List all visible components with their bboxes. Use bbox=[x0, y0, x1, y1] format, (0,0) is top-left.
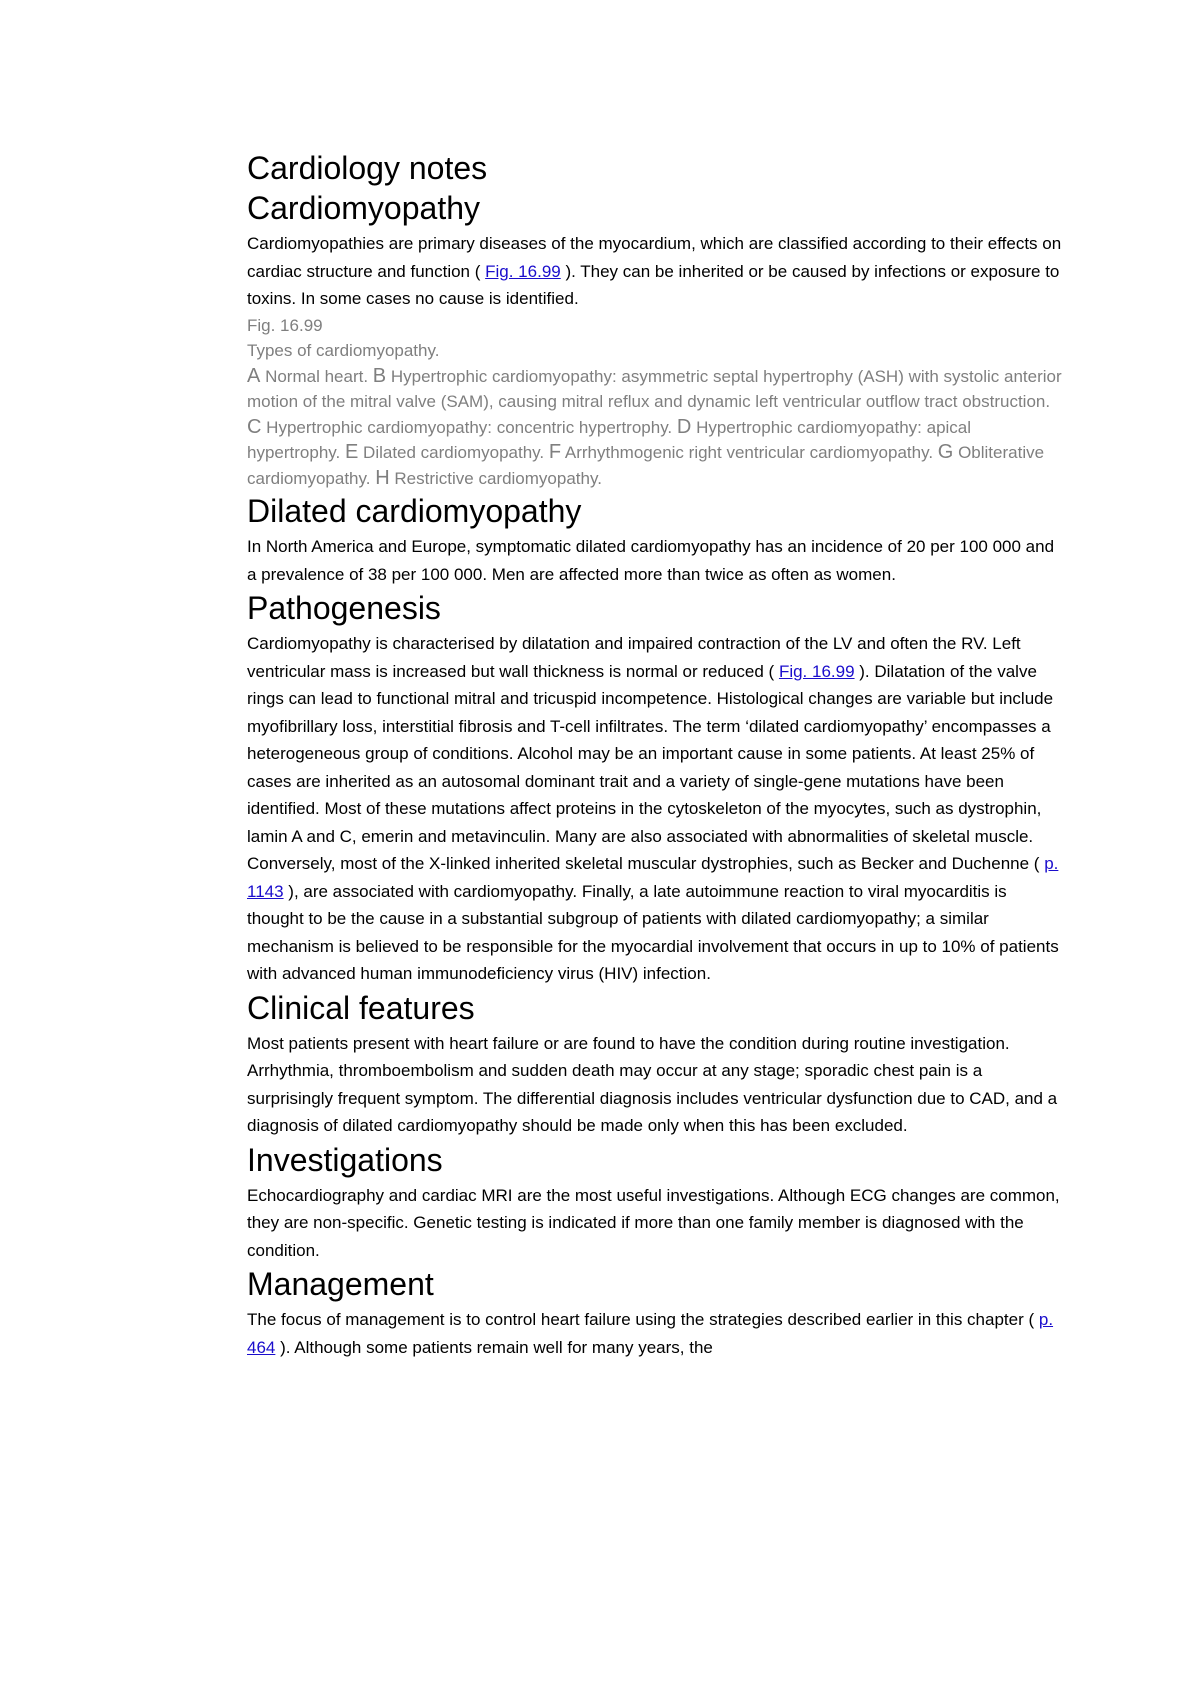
figure-title: Types of cardiomyopathy. bbox=[247, 341, 440, 360]
figure-caption bbox=[247, 313, 1067, 492]
text-run: The focus of management is to control heart failure using the strategies described earlier in this chapter ( bbox=[247, 1310, 1039, 1329]
paragraph-pathogenesis bbox=[247, 630, 1067, 988]
document-page bbox=[247, 148, 1067, 1361]
text-run: ). Dilatation of the valve rings can lead to functional mitral and tricuspid incompetence. Histological changes are variable but include myofibrillary loss, interstitial fibrosis and T-cell infiltrates. The term ‘dilated cardiomyopathy’ encompasses a heterogeneous group of conditions. Alcohol may be an important cause in some patients. At least 25% of cases are inherited as an autosomal dominant trait and a variety of single-gene mutations have been identified. Most of these mutations affect proteins in the cytoskeleton of the myocytes, such as dystrophin, lamin A and C, emerin and metavinculin. Many are also associated with abnormalities of skeletal muscle. Conversely, most of the X-linked inherited skeletal muscular dystrophies, such as Becker and Duchenne ( bbox=[247, 661, 1054, 873]
legend-letter: C bbox=[247, 415, 262, 438]
legend-letter: H bbox=[375, 466, 390, 489]
legend-letter: D bbox=[676, 415, 692, 438]
page-link[interactable]: p. 1143 bbox=[247, 854, 1059, 901]
heading-investigations: Investigations bbox=[247, 1141, 443, 1178]
legend-text: Hypertrophic cardiomyopathy: concentric hypertrophy. bbox=[261, 417, 677, 437]
legend-text: Hypertrophic cardiomyopathy: apical hypertrophy. bbox=[247, 417, 972, 462]
document-title: Cardiology notes bbox=[247, 150, 488, 186]
text-run: Cardiomyopathy is characterised by dilatation and impaired contraction of the LV and often the RV. Left ventricular mass is increased but wall thickness is normal or reduced ( bbox=[247, 634, 1021, 681]
paragraph-dilated-cardiomyopathy: In North America and Europe, symptomatic dilated cardiomyopathy has an incidence of 20 per 100 000 and a prevalence of 38 per 100 000. Men are affected more than twice as often as women. bbox=[247, 537, 1055, 584]
legend-text: Arrhythmogenic right ventricular cardiomyopathy. bbox=[561, 443, 938, 462]
heading-clinical-features: Clinical features bbox=[247, 989, 475, 1026]
figure-link[interactable]: Fig. 16.99 bbox=[485, 261, 561, 281]
figure-legend bbox=[247, 364, 1067, 492]
paragraph-investigations: Echocardiography and cardiac MRI are the most useful investigations. Although ECG changes are common, they are non-specific. Genetic testing is indicated if more than one family member is diagnosed with the condition. bbox=[247, 1185, 1060, 1260]
heading-dilated-cardiomyopathy: Dilated cardiomyopathy bbox=[247, 493, 582, 529]
paragraph-cardiomyopathy bbox=[247, 230, 1067, 313]
heading-management: Management bbox=[247, 1266, 434, 1302]
legend-text: Dilated cardiomyopathy. bbox=[358, 443, 549, 462]
text-run: ). They can be inherited or be caused by infections or exposure to toxins. In some cases no cause is identified. bbox=[247, 261, 1060, 308]
legend-letter: F bbox=[548, 441, 562, 463]
legend-letter: G bbox=[937, 441, 954, 463]
page-link[interactable]: p. 464 bbox=[247, 1310, 1054, 1357]
legend-letter: E bbox=[344, 441, 359, 463]
text-run: ). Although some patients remain well for many years, the bbox=[275, 1337, 713, 1357]
legend-letter: B bbox=[372, 364, 387, 387]
legend-text: Restrictive cardiomyopathy. bbox=[389, 468, 602, 488]
heading-cardiomyopathy: Cardiomyopathy bbox=[247, 190, 480, 226]
paragraph-management bbox=[247, 1306, 1067, 1361]
legend-text: Hypertrophic cardiomyopathy: asymmetric septal hypertrophy (ASH) with systolic anterior motion of the mitral valve (SAM), causing mitral reflux and dynamic left ventricular outflow tract obstruction. bbox=[247, 366, 1062, 411]
legend-letter: A bbox=[247, 364, 261, 387]
text-run: Cardiomyopathies are primary diseases of the myocardium, which are classified according to their effects on cardiac structure and function ( bbox=[247, 234, 1062, 281]
figure-link[interactable]: Fig. 16.99 bbox=[778, 661, 855, 681]
legend-text: Obliterative cardiomyopathy. bbox=[247, 443, 1045, 488]
figure-label: Fig. 16.99 bbox=[247, 315, 323, 335]
heading-pathogenesis: Pathogenesis bbox=[247, 590, 441, 626]
legend-text: Normal heart. bbox=[260, 366, 373, 386]
paragraph-clinical-features: Most patients present with heart failure or are found to have the condition during routine investigation. Arrhythmia, thromboembolism and sudden death may occur at any stage; sporadic chest pain is a surprisingly frequent symptom. The differential diagnosis includes ventricular dysfunction due to CAD, and a diagnosis of dilated cardiomyopathy should be made only when this has been excluded. bbox=[247, 1033, 1058, 1135]
text-run: ), are associated with cardiomyopathy. Finally, a late autoimmune reaction to viral myocarditis is thought to be the cause in a substantial subgroup of patients with dilated cardiomyopathy; a similar mechanism is believed to be responsible for the myocardial involvement that occurs in up to 10% of patients with advanced human immunodeficiency virus (HIV) infection. bbox=[247, 881, 1059, 983]
